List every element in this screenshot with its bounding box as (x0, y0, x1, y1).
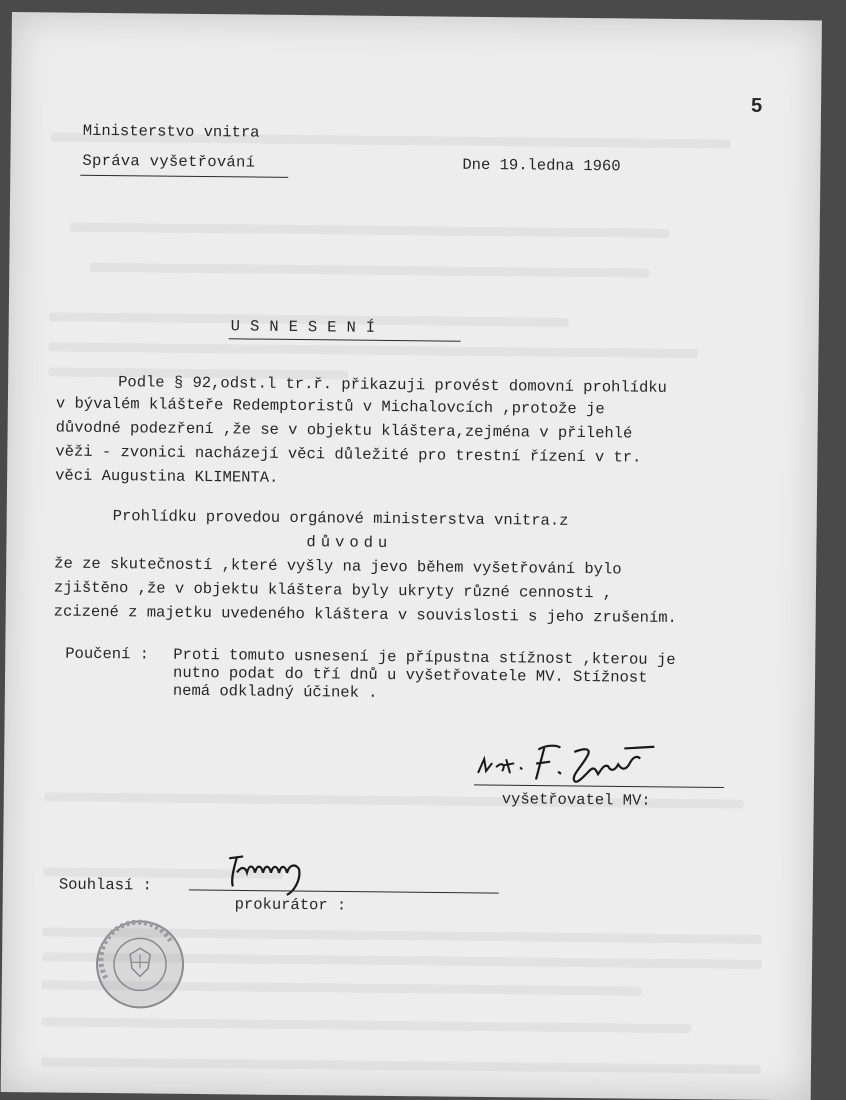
reason-heading: důvodu (306, 533, 393, 553)
paragraph-2-line-1: Prohlídku provedou orgánové ministerstva vnitra.z (112, 507, 569, 530)
document-title: USNESENÍ (230, 317, 386, 337)
consent-label: Souhlasí : (58, 875, 152, 895)
instruction-line-3: nemá odkladný účinek . (172, 681, 378, 702)
instruction-line-2: nutno podat do tří dnů u vyšetřovatele MV. Stížnost (172, 663, 648, 687)
reason-line-2: zjištěno ,že v objektu kláštera byly ukryty různé cennosti , (53, 578, 613, 603)
paragraph-1-line-3: důvodné podezření ,že se v objektu kláštera,zejména v přilehlé (55, 418, 633, 443)
authority-underline (80, 175, 288, 178)
investigator-signature-icon (474, 739, 735, 792)
authority-line-2: Správa vyšetřování (82, 151, 256, 172)
title-underline (229, 338, 461, 341)
instruction-label: Poučení : (65, 644, 150, 664)
reason-line-3: zcizené z majetku uvedeného kláštera v souvislosti s jeho zrušením. (53, 602, 677, 627)
document-page (1, 12, 822, 1100)
authority-line-1: Ministerstvo vnitra (82, 121, 260, 142)
instruction-line-1: Proti tomuto usnesení je přípustna stížnost ,kterou je (173, 645, 676, 669)
reason-line-1: že ze skutečností ,které vyšly na jevo během vyšetřování bylo (54, 554, 622, 579)
document-date: Dne 19.ledna 1960 (462, 155, 621, 176)
paragraph-1-line-5: věci Augustina KLIMENTA. (55, 466, 279, 487)
paragraph-1-line-4: věži - zvonici nacházejí věci důležité pro trestní řízení v tr. (55, 442, 642, 467)
investigator-caption: vyšetřovatel MV: (501, 790, 651, 810)
page-number: 5 (750, 94, 763, 117)
prosecutor-caption: prokurátor : (234, 895, 347, 915)
paragraph-1-line-2: v bývalém klášteře Redemptoristů v Michalovcích ,protože je (55, 394, 605, 419)
paragraph-1-line-1: Podle § 92,odst.l tr.ř. přikazuji provést domovní prohlídku (118, 373, 667, 397)
official-seal-icon (94, 918, 187, 1011)
